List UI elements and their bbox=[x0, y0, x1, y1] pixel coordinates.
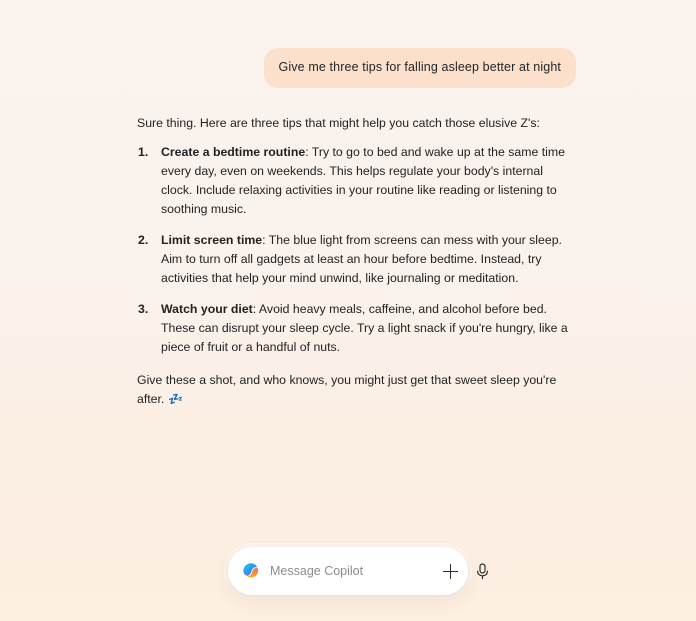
list-item bbox=[160, 300, 576, 357]
user-message-row bbox=[120, 48, 576, 88]
assistant-outro-text: Give these a shot, and who knows, you might just get that sweet sleep you're after. bbox=[137, 373, 557, 407]
tips-list bbox=[137, 143, 576, 357]
assistant-message bbox=[137, 114, 576, 410]
list-item bbox=[160, 231, 576, 288]
assistant-intro-text: Sure thing. Here are three tips that might help you catch those elusive Z's: bbox=[137, 115, 540, 130]
attach-button[interactable] bbox=[437, 558, 463, 584]
tip-title: Watch your diet bbox=[161, 302, 253, 317]
composer-area bbox=[0, 543, 696, 621]
sleep-emoji-icon: 💤 bbox=[168, 392, 184, 407]
user-message-bubble: Give me three tips for falling asleep better at night bbox=[264, 48, 576, 88]
microphone-icon bbox=[475, 563, 490, 580]
plus-icon bbox=[443, 564, 458, 579]
message-composer[interactable] bbox=[228, 547, 468, 595]
tip-body: : Try to go to bed and wake up at the same time every day, even on weekends. This helps regulate your body's internal clock. Include relaxing activities in your routine like reading or listening to soothing music. bbox=[161, 144, 565, 217]
assistant-outro bbox=[137, 371, 576, 409]
tip-title: Limit screen time bbox=[161, 233, 263, 248]
message-input[interactable] bbox=[270, 564, 431, 578]
voice-input-button[interactable] bbox=[469, 558, 495, 584]
tip-body: : The blue light from screens can mess with your sleep. Aim to turn off all gadgets at least an hour before bedtime. Instead, try activities that help your mind unwind, like journaling or meditation. bbox=[161, 233, 562, 286]
copilot-logo-icon bbox=[240, 560, 262, 582]
list-item bbox=[160, 143, 576, 219]
tip-body: : Avoid heavy meals, caffeine, and alcohol before bed. These can disrupt your sleep cycle. Try a light snack if you're hungry, like a piece of fruit or a handful of nuts. bbox=[161, 302, 568, 355]
content-spacer bbox=[0, 409, 696, 543]
tip-title: Create a bedtime routine bbox=[161, 144, 306, 159]
composer-halo bbox=[224, 543, 472, 599]
